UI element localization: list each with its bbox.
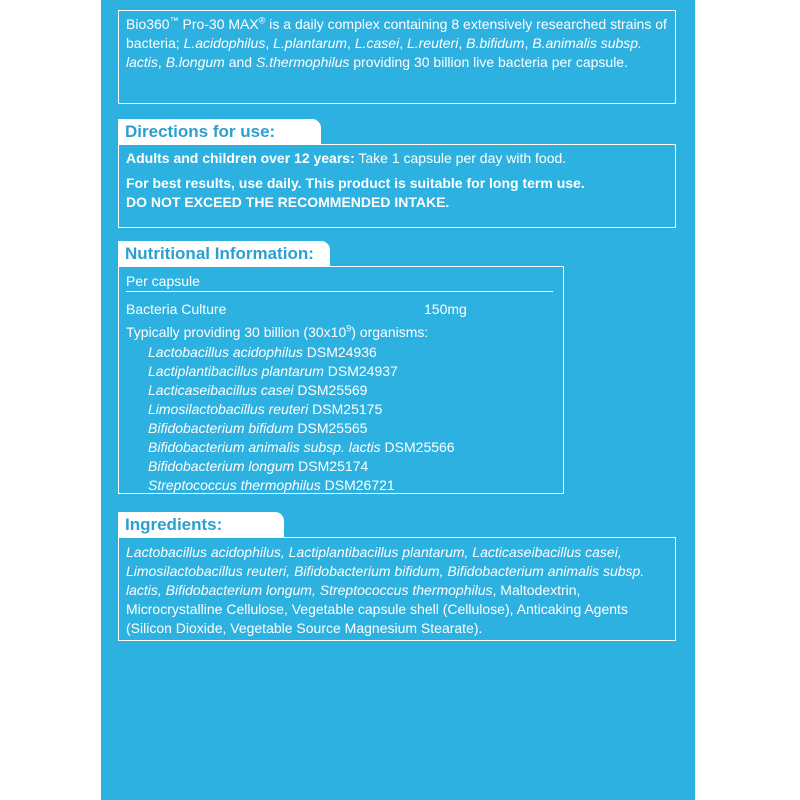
strain-name: Bifidobacterium longum xyxy=(148,458,295,474)
directions-audience: Adults and children over 12 years: xyxy=(126,150,355,166)
strain-name: Bifidobacterium animalis subsp. lactis xyxy=(148,439,381,455)
intro-text-b: providing 30 billion live bacteria per capsule. xyxy=(349,54,628,70)
strain-abbrev: S.thermophilus xyxy=(255,54,350,70)
intro-and: and xyxy=(224,54,256,70)
directions-line-2: For best results, use daily. This product is suitable for long term use. xyxy=(126,175,585,191)
strain-abbrev: L.acidophilus xyxy=(183,35,266,51)
strain-abbrev: B.bifidum xyxy=(466,35,525,51)
strain-row xyxy=(148,476,395,495)
intro-text-a: is a daily complex containing 8 extensively researched strains of bacteria; xyxy=(126,16,667,51)
separator: , xyxy=(347,35,355,51)
providing-exponent: 9 xyxy=(346,323,352,334)
ingredients-heading: Ingredients: xyxy=(118,512,284,538)
registered-symbol: ® xyxy=(258,15,266,26)
nutrition-box xyxy=(118,266,564,494)
providing-text xyxy=(126,323,428,342)
strain-abbrev: B.longum xyxy=(165,54,225,70)
strain-code: DSM25566 xyxy=(380,439,455,455)
product-name: Pro-30 MAX xyxy=(178,16,259,32)
separator: , xyxy=(399,35,407,51)
directions-warning: DO NOT EXCEED THE RECOMMENDED INTAKE. xyxy=(126,194,450,210)
culture-amount: 150mg xyxy=(424,301,467,317)
nutrition-heading: Nutritional Information: xyxy=(118,241,330,267)
separator: , xyxy=(265,35,274,51)
strain-code: DSM25565 xyxy=(293,420,368,436)
separator: , xyxy=(157,54,166,70)
strain-code: DSM25175 xyxy=(308,401,383,417)
strain-abbrev: L.casei xyxy=(354,35,400,51)
strain-row xyxy=(148,419,367,438)
directions-line-1 xyxy=(126,149,667,168)
strain-abbrev: L.plantarum xyxy=(273,35,348,51)
strain-name: Lacticaseibacillus casei xyxy=(148,382,294,398)
strain-row xyxy=(148,457,368,476)
trademark-symbol: ™ xyxy=(169,15,179,26)
strain-abbrev: L.reuteri xyxy=(406,35,459,51)
strain-code: DSM25569 xyxy=(293,382,368,398)
strain-name: Lactobacillus acidophilus xyxy=(148,344,303,360)
strain-name: Streptococcus thermophilus xyxy=(148,477,321,493)
ingredients-other: , Maltodextrin, Microcrystalline Cellulose, Vegetable capsule shell (Cellulose), Anticaking Agents (Silicon Dioxide, Vegetable Source Magnesium Stearate). xyxy=(126,582,628,636)
strain-row xyxy=(148,343,377,362)
strain-row xyxy=(148,400,382,419)
directions-heading: Directions for use: xyxy=(118,119,321,145)
ingredients-strains: Lactobacillus acidophilus, Lactiplantibacillus plantarum, Lacticaseibacillus casei, Limosilactobacillus reuteri, Bifidobacterium bifidum, Bifidobacterium animalis subsp. lactis, Bifidobacterium longum, Streptococcus thermophilus xyxy=(126,544,645,598)
strain-row xyxy=(148,381,367,400)
divider xyxy=(126,291,553,292)
strain-code: DSM25174 xyxy=(294,458,369,474)
strain-name: Limosilactobacillus reuteri xyxy=(148,401,309,417)
separator: , xyxy=(458,35,467,51)
strain-row xyxy=(148,362,398,381)
per-capsule-label: Per capsule xyxy=(126,273,200,289)
strain-name: Lactiplantibacillus plantarum xyxy=(148,363,324,379)
strain-code: DSM24937 xyxy=(323,363,398,379)
separator: , xyxy=(524,35,533,51)
providing-text-a: Typically providing 30 billion (30x10 xyxy=(126,324,347,340)
culture-label: Bacteria Culture xyxy=(126,301,227,317)
directions-box xyxy=(118,144,676,228)
strain-abbrev: B.animalis subsp. lactis xyxy=(126,35,642,70)
providing-text-b: ) organisms: xyxy=(351,324,429,340)
strain-code: DSM24936 xyxy=(302,344,377,360)
strain-row xyxy=(148,438,455,457)
ingredients-box xyxy=(118,537,676,641)
strain-name: Bifidobacterium bifidum xyxy=(148,420,294,436)
brand-name: Bio360 xyxy=(126,16,170,32)
intro-box xyxy=(118,10,676,104)
directions-dose: Take 1 capsule per day with food. xyxy=(354,150,567,166)
strain-code: DSM26721 xyxy=(320,477,395,493)
